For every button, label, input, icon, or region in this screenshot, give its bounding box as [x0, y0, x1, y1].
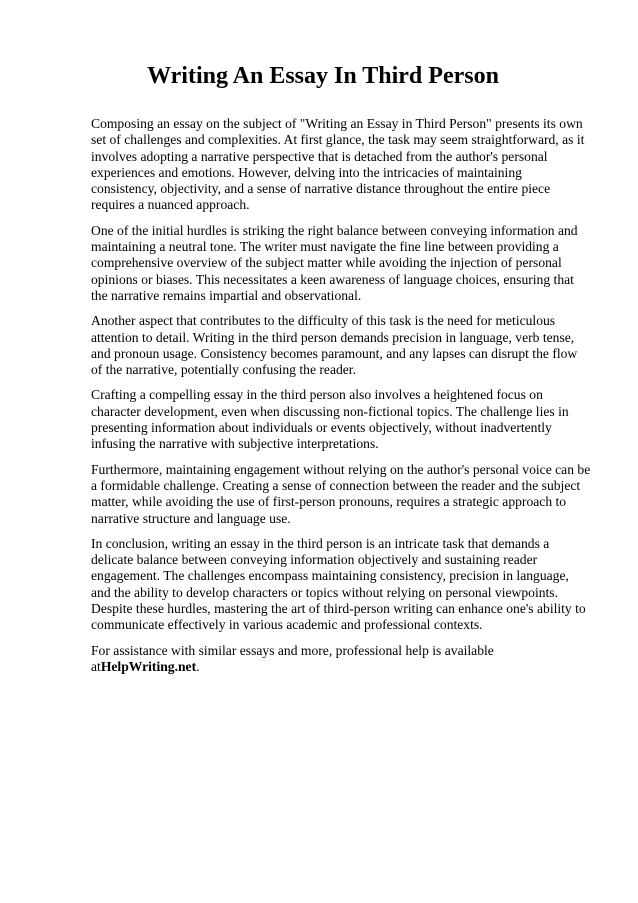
paragraph-character-development: Crafting a compelling essay in the third person also involves a heightened focus on character development, even when discussing non-fictional topics. The challenge lies in presenting information about individuals or events objectively, without inadvertently infusing the narrative with subjective interpretations.	[91, 387, 569, 452]
document-title: Writing An Essay In Third Person	[147, 63, 499, 89]
footer-period: .	[196, 658, 200, 674]
paragraph-intro: Composing an essay on the subject of "Writing an Essay in Third Person" presents its own set of challenges and complexities. At first glance, the task may seem straightforward, as it involves adopting a narrative perspective that is detached from the author's personal experiences and emotions. However, delving into the intricacies of maintaining consistency, objectivity, and a sense of narrative distance throughout the entire piece requires a nuanced approach.	[91, 116, 585, 213]
paragraph-engagement: Furthermore, maintaining engagement without relying on the author's personal voice can be a formidable challenge. Creating a sense of connection between the reader and the subject matter, while avoiding the use of first-person pronouns, requires a strategic approach to narrative structure and language use.	[91, 461, 591, 526]
paragraph-neutral-tone: One of the initial hurdles is striking the right balance between conveying information and maintaining a neutral tone. The writer must navigate the fine line between providing a comprehensive overview of the subject matter while avoiding the injection of personal opinions or biases. This necessitates a keen awareness of language choices, ensuring that the narrative remains impartial and observational.	[91, 222, 578, 303]
footer-note	[91, 643, 591, 676]
paragraph-attention-to-detail: Another aspect that contributes to the difficulty of this task is the need for meticulous attention to detail. Writing in the third person demands precision in language, verb tense, and pronoun usage. Consistency becomes paramount, and any lapses can disrupt the flow of the narrative, potentially confusing the reader.	[91, 313, 578, 378]
footer-text: For assistance with similar essays and more, professional help is available at	[91, 642, 494, 674]
paragraph-conclusion: In conclusion, writing an essay in the third person is an intricate task that demands a delicate balance between conveying information objectively and sustaining reader engagement. The challenges encompass maintaining consistency, precision in language, and the ability to develop characters or topics without relying on personal viewpoints. Despite these hurdles, mastering the art of third-person writing can enhance one's ability to communicate effectively in various academic and professional contexts.	[91, 535, 586, 633]
helpwriting-link[interactable]: HelpWriting.net	[100, 658, 197, 674]
